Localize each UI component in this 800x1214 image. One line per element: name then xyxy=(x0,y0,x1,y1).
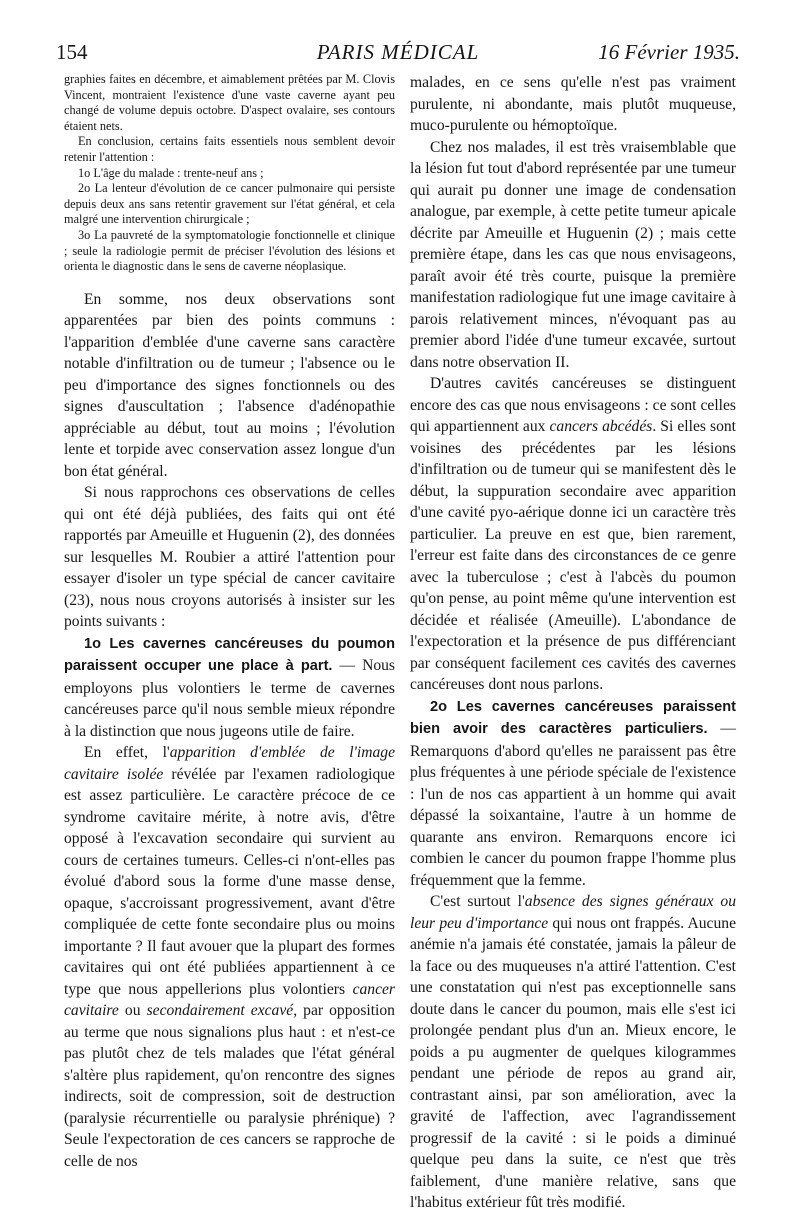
dash: — xyxy=(332,657,363,675)
italic-run: cancers abcédés xyxy=(549,418,653,435)
section-text: Nous employons plus volontiers le terme de cavernes cancéreuses parce qu'il nous semble mieux répondre à la distinction que nous jugeons utile de faire. xyxy=(64,657,396,740)
text-run: C'est surtout l' xyxy=(430,893,525,910)
body-paragraph xyxy=(64,742,395,1172)
text-run: En effet, l' xyxy=(84,744,170,762)
italic-run: cancer cavitaire xyxy=(64,980,395,1020)
body-paragraph: malades, en ce sens qu'elle n'est pas vraiment purulente, ni abondante, mais plutôt muqueuse, muco-purulente ou hémoptoïque. xyxy=(410,74,736,134)
body-paragraph: Si nous rapprochons ces observations de celles qui ont été déjà publiées, des faits qui ont été rapportés par Ameuille et Huguenin (2), des données sur lesquelles M. Roubier a attiré l'attention pour essayer d'isoler un type spécial de cancer cavitaire (23), nous nous croyons autorisés à insister sur les points suivants : xyxy=(64,484,395,631)
section-heading: 1o Les cavernes cancéreuses du poumon paraissent occuper une place à part. xyxy=(64,635,395,675)
body-paragraph: Chez nos malades, il est très vraisemblable que la lésion fut tout d'abord représentée par une tumeur qui aurait pu donner une image de condensation analogue, par exemple, à cette petite tumeur apicale décrite par Ameuille et Huguenin (2) ; mais cette première étape, dans les cas que nous envisageons, paraît avoir été très courte, puisque la première manifestation radiologique fut une image cavitaire à parois relativement minces, n'évoquant pas au premier abord l'idée d'une tumeur excavée, surtout dans notre observation II. xyxy=(410,138,736,371)
journal-title: PARIS MÉDICAL xyxy=(316,40,480,64)
text-run: ou xyxy=(118,1002,147,1020)
section-paragraph xyxy=(64,633,395,743)
note-list-item: 3o La pauvreté de la symptomatologie fonctionnelle et clinique ; seule la radiologie permit de préciser l'évolution des lésions et orienta le diagnostic dans le sens de caverne néoplasique. xyxy=(64,227,395,274)
italic-run: absence des signes généraux ou leur peu d'importance xyxy=(410,893,736,932)
note-paragraph: graphies faites en décembre, et aimablement prêtées par M. Clovis Vincent, montraient l'existence d'une vaste caverne ayant peu changé de volume depuis octobre. D'aspect ovalaire, ses contours étaient nets. xyxy=(64,72,395,133)
spacer xyxy=(64,275,395,289)
section-heading: 2o Les cavernes cancéreuses paraissent bien avoir des caractères particuliers. xyxy=(410,698,736,737)
note-paragraph: En conclusion, certains faits essentiels nous semblent devoir retenir l'attention : xyxy=(64,134,395,164)
text-run: . Si elles sont voisines des précédentes par les lésions d'infiltration ou de tumeur qui se manifestent dès le début, la suppuration secondaire avec apparition d'une cavité pyo-aérique donne ici un caractère très particulier. La preuve en est que, bien rarement, l'erreur est faite dans des circonstances de ce genre avec la tuberculose ; c'est à l'abcès du poumon qu'on pense, au point même qu'une intervention est décidée et réalisée (Ameuille). L'abondance de l'expectoration et la présence de pus différenciant par conséquent facilement ces cavités des cavernes cancéreuses dont nous parlons. xyxy=(410,418,736,693)
running-header xyxy=(56,40,740,74)
italic-run: apparition d'emblée de l'image cavitaire isolée xyxy=(64,744,395,783)
text-run: révélée par l'examen radiologique est assez particulière. Le caractère précoce de ce syndrome cavitaire mérite, à notre avis, d'être opposé à l'excavation secondaire qui survient au cours de certaines tumeurs. Celles-ci n'ont-elles pas évolué d'abord sous la forme d'une masse dense, opaque, s'accroissant progressivement, avant d'être compliquée de cette fonte secondaire plus ou moins importante ? Il faut avouer que la plupart des formes cavitaires qui ont été publiées appartiennent à ce type que nous appellerions plus volontiers xyxy=(64,765,395,998)
body-paragraph xyxy=(410,891,736,1214)
note-list-item: 1o L'âge du malade : trente-neuf ans ; xyxy=(78,165,264,180)
dash: — xyxy=(707,720,736,737)
text-run: D'autres cavités cancéreuses se distinguent encore des cas que nous envisageons : ce sont celles qui appartiennent aux xyxy=(410,375,736,435)
issue-date: 16 Février 1935. xyxy=(598,40,740,64)
section-paragraph xyxy=(410,696,736,892)
section-text: Remarquons d'abord qu'elles ne paraissent pas être plus fréquentes à une période spéciale de l'existence : l'un de nos cas appartient à un homme qui avait dépassé la soixantaine, l'autre à un homme de quarante ans environ. Remarquons encore ici combien le cancer du poumon frappe l'homme plus fréquemment que la femme. xyxy=(410,742,736,889)
note-list-item: 2o La lenteur d'évolution de ce cancer pulmonaire qui persiste depuis deux ans sans retentir gravement sur l'état général, et cela malgré une intervention chirurgicale ; xyxy=(64,181,395,227)
body-paragraph: En somme, nos deux observations sont apparentées par bien des points communs : l'apparition d'emblée d'une caverne sans caractère notable d'infiltration ou de tumeur ; l'absence ou le peu d'importance des signes fonctionnels ou des signes d'auscultation ; l'absence d'adénopathie appréciable au début, tout au moins ; l'évolution lente et torpide avec conservation assez longue d'un bon état général. xyxy=(64,290,395,480)
body-paragraph xyxy=(410,373,736,696)
text-run: qui nous ont frappés. Aucune anémie n'a jamais été constatée, jamais la pâleur de la face ou des muqueuses n'a attiré l'attention. C'est une constatation qui n'est pas exceptionnelle sans doute dans le cancer du poumon, mais elle s'est ici prolongée pendant plus d'un an. Mieux encore, le poids a pu augmenter de quelques kilogrammes pendant une période de repos au grand air, contrastant ainsi, par son amélioration, avec la gravité de l'affection, avec l'agrandissement progressif de la cavité : si le poids a diminué quelque peu dans la suite, ce n'est que très faiblement, d'une manière relative, sans que l'habitus extérieur fût très modifié. xyxy=(410,914,736,1211)
italic-run: secondairement excavé xyxy=(146,1002,294,1020)
text-run: , par opposition au terme que nous signalions plus haut : et n'est-ce pas plutôt chez de tels malades que l'état général s'altère plus rapidement, qu'on rencontre des signes indirects, soit de compression, soit de destruction (paralysie récurrentielle ou paralysie phrénique) ? Seule l'expectoration de ces cancers se rapproche de celle de nos xyxy=(64,1002,395,1170)
right-column xyxy=(410,72,736,1214)
left-column xyxy=(64,72,395,1172)
page-number: 154 xyxy=(56,40,88,64)
